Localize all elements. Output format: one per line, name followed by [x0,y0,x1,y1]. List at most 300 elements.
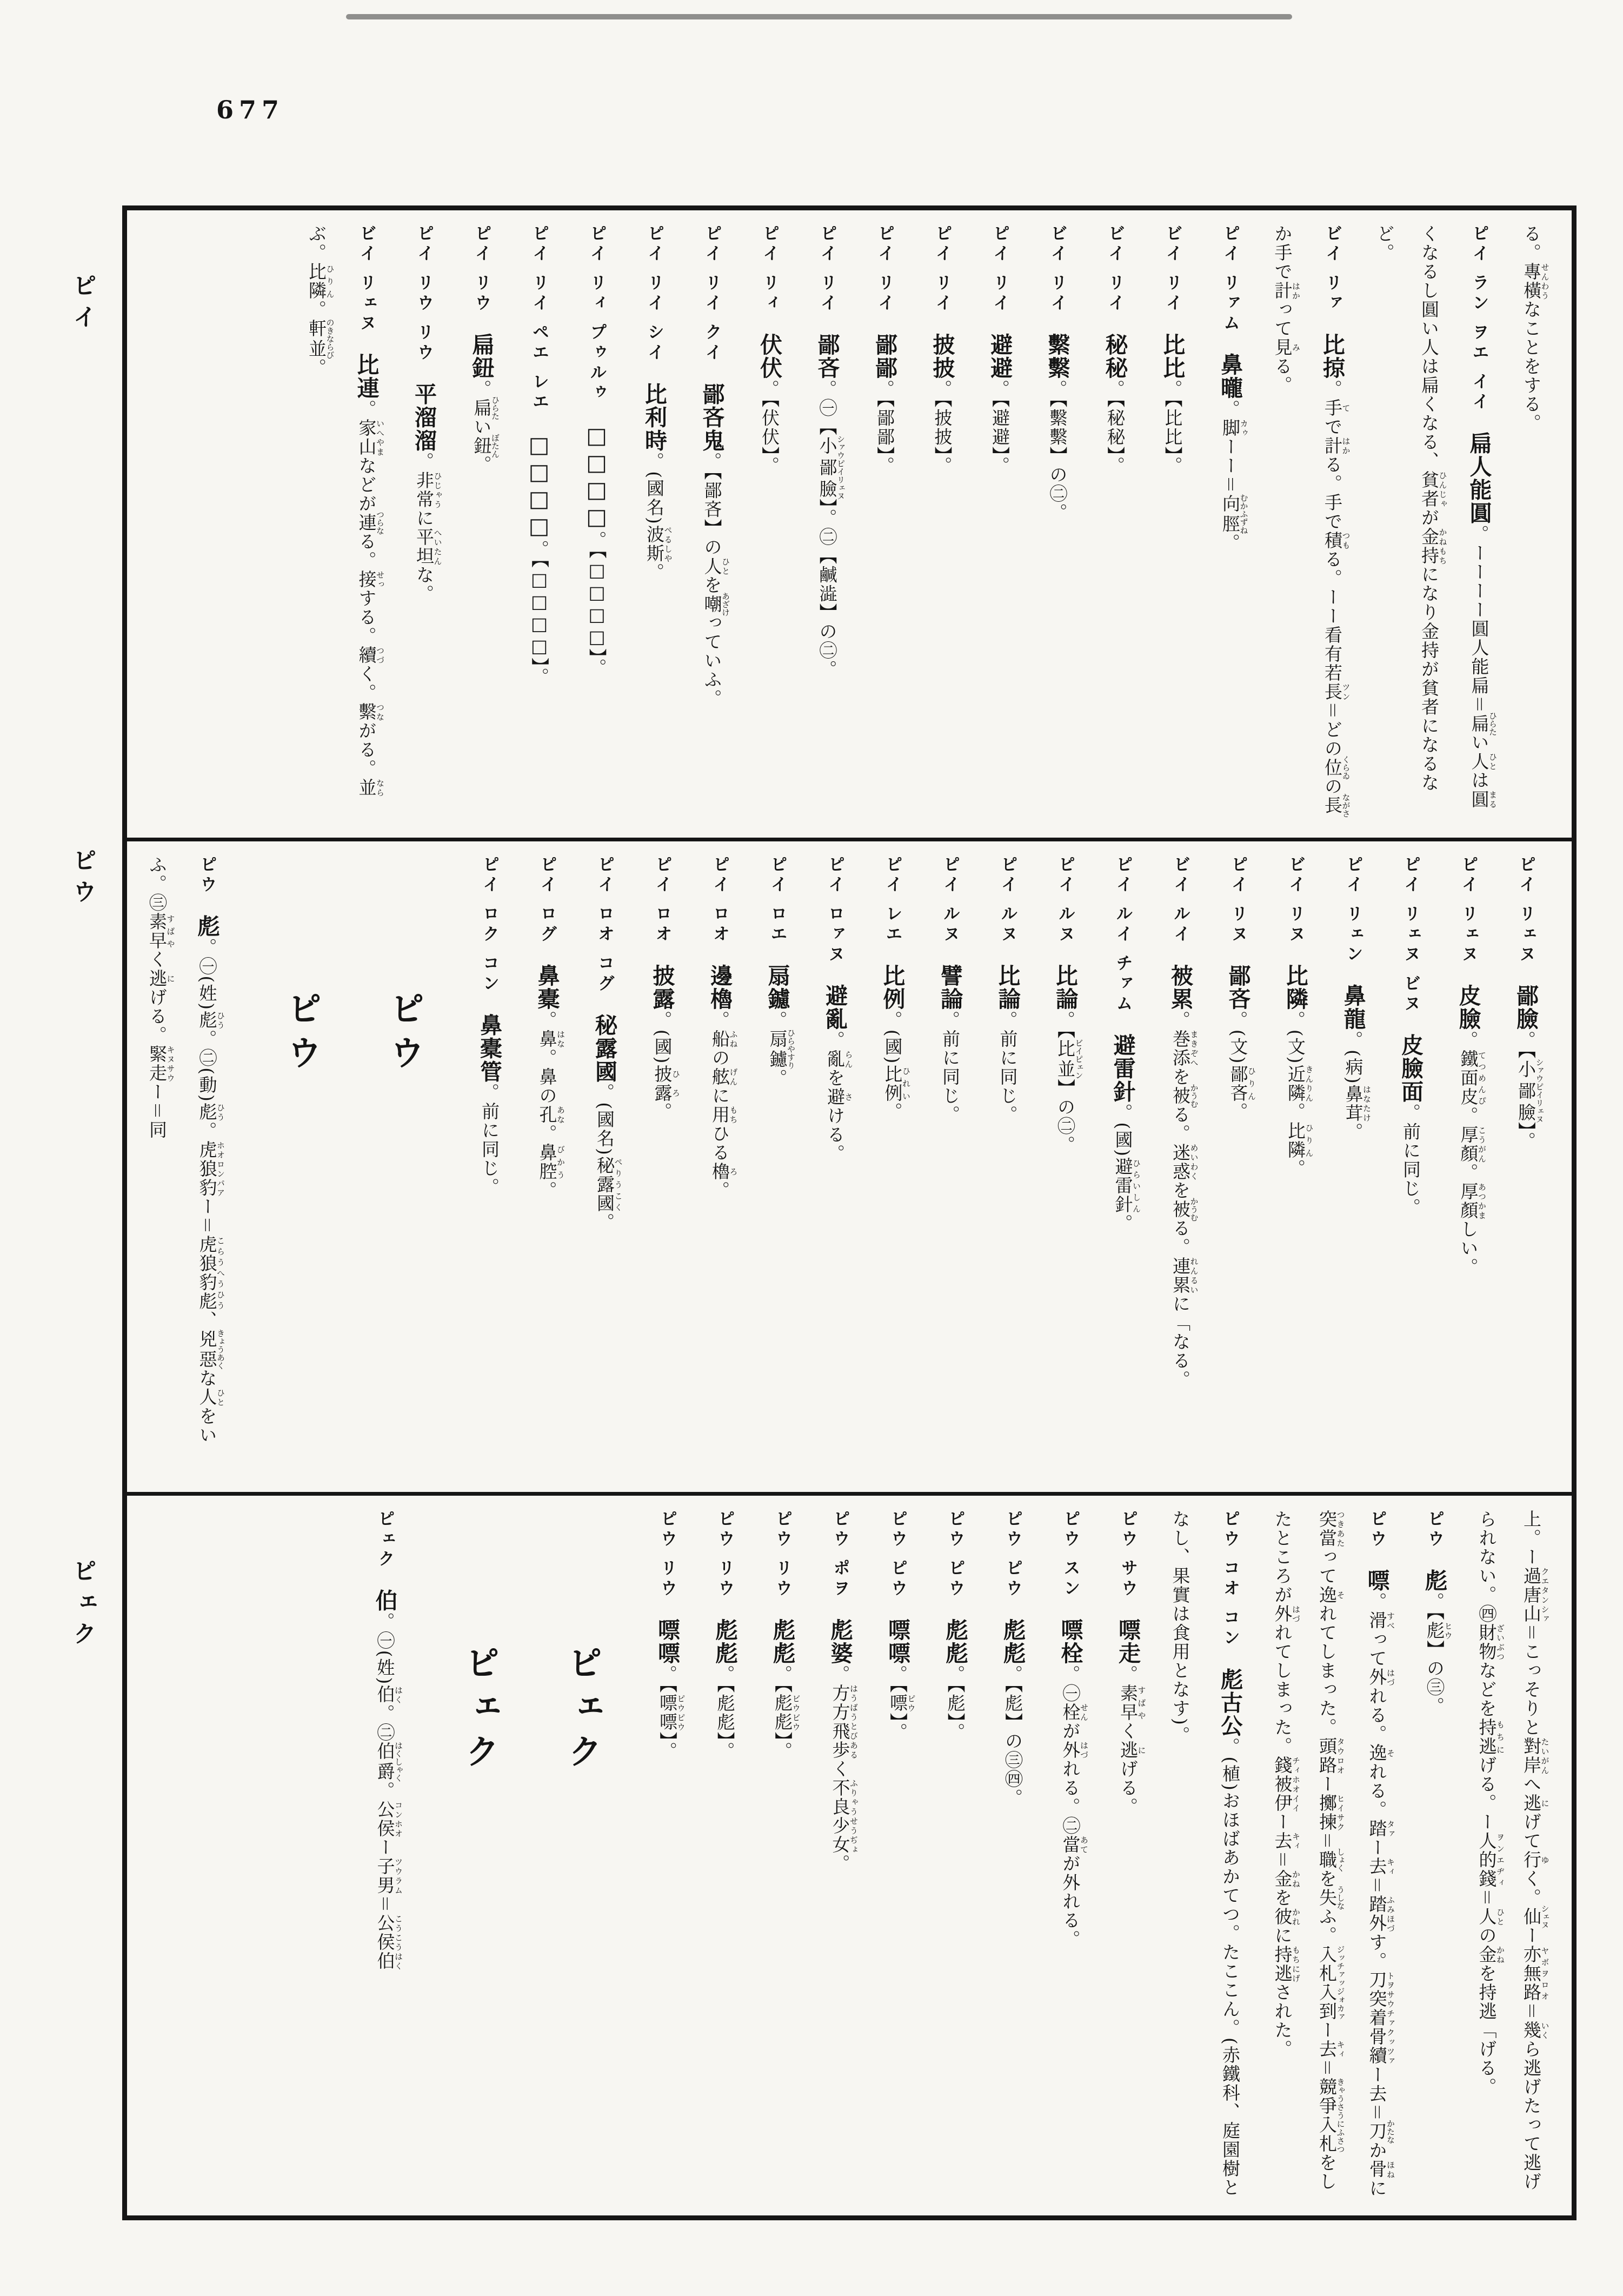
dict-entry [864,855,920,1478]
dict-entry [357,1510,413,2201]
entry-headword: 平溜溜 [411,382,437,453]
band-pieku [127,1492,1572,2215]
furigana-annotated-text: 素早すばや [147,912,176,950]
dict-entry [684,224,740,824]
dict-entry [1407,1510,1462,2201]
entry-reading: ピイ リィ プゥルゥ [587,224,607,404]
dict-entry [1100,1510,1156,2201]
entry-reading: ピェク [375,1510,395,1570]
dict-entry [697,1510,753,2201]
dict-entry [1383,855,1439,1478]
furigana-annotated-text: 波斯ぺるしや [644,525,673,563]
furigana-annotated-text: 人的錢ヲンエヂィ [1476,1832,1505,1888]
furigana-annotated-text: 比隣ひりん [1285,1121,1314,1159]
furigana-annotated-text: 被伊ホオイイ [1272,1775,1301,1813]
entry-definition: 。【避避】。 [989,379,1010,475]
furigana-annotated-text: 孔あな [536,1105,566,1124]
dict-entry [1440,855,1496,1478]
furigana-annotated-text: 踏タァ [1366,1819,1395,1839]
entry-definition: 。㊀(姓)彪ひう。㊁(動)彪ひう。虎狼豹ホオロンパアー＝虎狼豹彪こらうへうひう、兇惡きょうあくな人ひとをいふ。㊂素早すばやく逃にげる。緊走キヌサウー＝同 [147,855,225,1445]
furigana-annotated-text: 栓せん [1060,1702,1089,1722]
furigana-annotated-text: 彪ひう [196,1011,225,1030]
entry-headword: 邊櫓 [707,964,733,1011]
entry-headword: 比掠 [1319,333,1345,380]
entry-headword: 鄙吝 [1225,964,1251,1011]
entry-headword: 鼻橐管 [476,1013,502,1084]
dict-entry [634,855,690,1478]
dict-entry [294,224,394,824]
entry-reading: ピイ リイ [932,224,952,314]
section-header [258,855,448,1478]
dict-entry [577,855,633,1478]
entry-reading: ピイ ロァヌ [825,855,844,965]
entry-definition: 。亂らんを避さける。 [824,1031,854,1163]
furigana-annotated-text: 幾いく [1521,2021,1550,2040]
section-header-word: ピェク [459,1645,500,1778]
entry-reading: ピウ スン [1060,1510,1080,1600]
furigana-annotated-text: 金持かねもち [1419,527,1448,565]
entry-headword: 披露 [649,964,675,1011]
entry-headword: 扁鈕 [468,333,495,380]
entry-headword: 比利時 [641,382,667,453]
furigana-annotated-text: 並なら [356,778,385,797]
dict-entry [1042,1510,1098,2201]
entry-reading: ピウ ピウ [1003,1510,1022,1600]
entry-reading: ピイ リウ リウ [414,224,434,364]
entry-headword: 彪古公 [1217,1668,1243,1738]
furigana-annotated-text: 競爭入札きゃうさうにふさつ [1316,2078,1346,2153]
entry-reading: ピイ ルヌ [997,855,1017,945]
dict-entry [857,224,913,824]
furigana-annotated-text: 家いへ [356,419,385,437]
entry-reading: ピイ ルヌ [1055,855,1075,945]
entry-definition: 。(病)鼻茸はなたけ。 [1342,1031,1372,1142]
entry-definition: 。方方はうばう飛歩とびあるく不良少女ふりゃうせうぢょ。 [829,1664,859,1873]
furigana-annotated-text: 厚顏あつかま [1458,1182,1487,1220]
entry-headword: 彪 [194,914,220,938]
entry-headword: 比比 [1159,333,1186,380]
furigana-annotated-text: 突當つきあた [1316,1510,1346,1548]
entry-reading: ビイ リイ [1105,224,1125,314]
page-number: 677 [216,95,285,124]
furigana-annotated-text: 嘌ピウ [887,1694,916,1713]
entry-definition: 。【彪彪ビウビウ】。 [772,1664,801,1761]
dict-entry [511,224,567,824]
furigana-annotated-text: 虎狼豹彪こらうへうひう [196,1235,225,1311]
entry-headword: 秘秘 [1102,333,1128,380]
section-header [436,1510,626,2201]
dict-entry [1153,855,1208,1478]
entry-reading: ビイ リァ [1322,224,1342,314]
furigana-annotated-text: 非常ひじゃう [414,471,443,509]
furigana-annotated-text: 巻添まきぞへ [1170,1029,1199,1067]
entry-definition: 。【嘌ピウ】。 [887,1664,916,1742]
entry-reading: ピイ ロオ [652,855,672,945]
furigana-annotated-text: 鼻はな [536,1029,566,1049]
margin-tab-pieku: ピェク [69,1558,96,1653]
furigana-annotated-text: 滑すべ [1366,1611,1395,1630]
furigana-annotated-text: 比並ビイピェン [1055,1039,1084,1080]
dict-entry [1325,855,1381,1478]
entry-headword: 皮臉 [1455,984,1481,1031]
furigana-annotated-text: 扁ひらた [471,395,500,420]
furigana-annotated-text: 平坦へいたん [414,528,443,566]
furigana-annotated-text: 厚顏こうがん [1458,1125,1487,1163]
entry-definition: 。脚カゥーー＝向脛むかふずね。 [1220,400,1249,553]
band-pii [127,210,1572,838]
furigana-annotated-text: 金かね [1272,1869,1301,1888]
dict-entry [922,855,978,1478]
furigana-annotated-text: 脚カゥ [1220,419,1249,437]
dict-entry [1498,855,1554,1478]
entry-headword: 鼻曨 [1217,353,1243,400]
entry-definition: 。【鄙鄙】。 [874,379,895,475]
entry-headword: 披披 [929,333,955,380]
furigana-annotated-text: 方方はうばう [829,1683,859,1722]
entry-definition: 。滑すべって外はづれる。逸それる。踏タァー去キィ＝踏外ふみほづす。刀トヲ突着骨續サウチァクッツァー去＝刀かたなか骨ほねに突當つきあたって逸それてしまった。頭路タウロオー擲揀ヒイサク＝職しょくを失うしなふ。入札入到ジッチァッジォカァー去キィ＝競爭入札きゃうさうにふさつをしたところが外はづれてしまった。錢チィ被伊ホオイイー去キィ＝金かねを彼かれに持逃もちにげされた。 [1272,1510,1395,2198]
entry-headword: 譬論 [937,964,963,1011]
entry-definition: 。(國)比例ひれい。 [882,1010,911,1122]
furigana-annotated-text: 金かね [1476,1945,1505,1964]
entry-reading: ピウ ピウ [888,1510,907,1600]
furigana-annotated-text: 長ながさ [1322,793,1351,818]
entry-definition: 。前に同じ。 [997,1010,1019,1124]
dict-entry [1037,855,1093,1478]
furigana-annotated-text: 被かうむ [1170,1083,1199,1108]
entry-definition: 。巻添まきぞへを被かうむる。迷惑めいわくを被かうむる。連累れんるいに「なる。 [1170,1010,1199,1389]
furigana-annotated-text: 擲揀ヒイサク [1316,1794,1346,1832]
entry-definition: 。(文)近隣きんりん。比隣ひりん。 [1285,1010,1314,1178]
furigana-annotated-text: 逃に [1521,1794,1550,1813]
entry-definition: 。扁ひらたい鈕ぼたん。 [471,379,500,474]
dict-entry [927,1510,983,2201]
furigana-annotated-text: 職しょく [1316,1848,1346,1872]
entry-headword: 避避 [987,333,1013,380]
dict-entry [812,1510,868,2201]
entry-reading: ピイ リイ [817,224,837,314]
entry-definition: 。素早すばやく逃にげる。 [1118,1664,1147,1816]
entry-headword: □□□□ [526,432,552,540]
entry-headword: 比論 [994,964,1021,1011]
dict-entry [742,224,797,824]
content-frame [122,205,1577,2220]
furigana-annotated-text: 伯爵はくしゃく [374,1741,403,1782]
entry-definition: 。鐵面皮てつめんぴ。厚顏こうがん。厚顏あつかましい。 [1458,1031,1487,1277]
furigana-annotated-text: 位くらゐ [1322,755,1351,780]
furigana-annotated-text: 公侯伯こうこうはく [374,1913,403,1970]
entry-reading: ピイ ルイ チァム [1113,855,1133,1015]
entry-reading: ピイ ロエ [767,855,787,945]
entry-headword: 鼻龍 [1340,984,1366,1031]
entry-definition: 。(國)披露ひろ。 [651,1010,681,1122]
furigana-annotated-text: 子男ツウラム [374,1856,403,1895]
entry-continuation [1464,1510,1553,2201]
furigana-annotated-text: 繫つな [356,702,385,721]
dict-entry [914,224,970,824]
furigana-annotated-text: 小鄙臉シァウピイリェヌ [816,435,846,500]
furigana-annotated-text: 逸そ [1366,1743,1395,1763]
margin-tab-pii: ピイ [69,273,96,336]
entry-definition: 。【比比】。 [1162,379,1183,475]
entry-headword: 彪彪 [769,1618,795,1665]
furigana-annotated-text: 逃に [1118,1740,1147,1760]
entry-reading: ピイ リァム [1220,224,1240,334]
entry-headword: 伏伏 [756,333,782,380]
furigana-annotated-text: 緊走キヌサウ [147,1045,176,1083]
scan-artifact [346,14,1292,19]
entry-definition: 。(植)おほばあかてつ。たここん。(赤鐵科、庭園樹となし、果實は食用となす)。 [1169,1510,1241,2197]
entry-definition: 。鼻はな。鼻の孔あな。鼻腔びかう。 [536,1010,566,1200]
entry-definition: る。專橫せんわうなことをする。 [1521,224,1550,433]
entry-definition: 。【□□□□】。 [529,540,550,687]
dict-entry [1210,855,1266,1478]
furigana-annotated-text: 行ゆ [1521,1850,1550,1869]
entry-reading: ピイ リィ [760,224,779,314]
entry-headword: □□□□ [583,422,610,531]
furigana-annotated-text: 過唐山クエタンシァ [1521,1567,1550,1623]
entry-reading: ピイ リイ ペエ レエ [529,224,549,413]
furigana-annotated-text: 船ふね [709,1029,739,1049]
entry-reading: ビイ リイ [1162,224,1182,314]
furigana-annotated-text: 人ひと [701,556,730,576]
entry-definition: 。【彪】の㊂㊃。 [1002,1664,1023,1808]
furigana-annotated-text: 虎狼豹ホオロンパア [196,1140,225,1197]
entry-headword: 比例 [879,964,906,1011]
entry-headword: 伯 [371,1589,398,1612]
dict-entry [454,224,509,824]
furigana-annotated-text: 入札入到ジッチァッジォカァ [1316,1945,1346,2021]
furigana-annotated-text: 計はか [1322,436,1351,455]
entry-reading: ピウ [1367,1510,1387,1550]
dict-entry [1202,224,1258,824]
furigana-annotated-text: 逃に [147,969,176,988]
furigana-annotated-text: 仙シェヌ [1521,1905,1550,1929]
furigana-annotated-text: 失うしな [1316,1886,1346,1910]
furigana-annotated-text: 突着骨續サウチァクッツァ [1366,1989,1395,2066]
entry-headword: 比論 [1052,964,1078,1011]
entry-reading: ピイ ルヌ [940,855,960,945]
furigana-annotated-text: 山やま [356,437,385,456]
furigana-annotated-text: 刀かたな [1366,2119,1395,2144]
furigana-annotated-text: 接せっ [356,570,385,589]
furigana-annotated-text: 彪ひう [196,1102,225,1122]
furigana-annotated-text: 小鄙臉シァウピイリェヌ [1515,1058,1545,1123]
dict-entry [1260,1510,1405,2201]
dict-entry [692,855,748,1478]
entry-definition: 。ーーーー圓人能扁＝扁ひらたい人ひとは圓まるくなるし圓い人は扁くなる、貧者ひんじゃが金持かねもちになり金持が貧者になるなど。 [1374,224,1498,809]
entry-headword: 嘌栓 [1057,1618,1083,1665]
furigana-annotated-text: 嘌嘌ピウピウ [657,1694,686,1732]
dict-entry [972,224,1028,824]
entry-reading: ピイ ロオ [710,855,729,945]
entry-reading: ビイ リヌ [1286,855,1305,945]
furigana-annotated-text: 去キィ [1366,1857,1395,1876]
entry-reading: ピウ ポヲ [830,1510,850,1600]
furigana-annotated-text: 亦無路ヤボヲロオ [1521,1945,1550,2002]
entry-reading: ピイ リイ [875,224,894,314]
dict-entry [640,1510,695,2201]
entry-reading: ピイ リヌ [1228,855,1248,945]
entry-definition: 。(國名)波斯ぺるしや。 [644,452,673,582]
furigana-annotated-text: 連累れんるい [1170,1256,1199,1295]
dict-entry [1029,224,1085,824]
entry-definition: 。【繫繫】の㊁。 [1047,379,1068,522]
dict-entry [396,224,452,824]
furigana-annotated-text: 當あて [1060,1835,1089,1854]
furigana-annotated-text: 嘲あざけ [701,592,730,616]
furigana-annotated-text: 手て [1322,398,1351,417]
entry-definition: 。㊀栓せんが外はづれる。㊁當あてが外れる。 [1060,1664,1089,1949]
entry-headword: 扇鑢 [764,964,790,1011]
entry-definition: 。【彪彪】。 [714,1664,736,1761]
entry-reading: ピウ ピウ [945,1510,965,1600]
furigana-annotated-text: 積つも [1322,530,1351,550]
furigana-annotated-text: 用もち [709,1105,739,1124]
dict-entry [985,1510,1041,2201]
entry-definition: 。(國)避雷針ひらいしん。 [1112,1103,1141,1233]
dict-entry [1362,224,1507,824]
dict-entry [807,855,863,1478]
furigana-annotated-text: 持逃もちにげ [1272,1945,1301,1983]
entry-definition: 。手てで計はかる。手で積つもる。ーー看有若長ツン＝どの位くらゐの長ながさか手で計はかって見みる。 [1272,224,1351,818]
entry-headword: 嘌嘌 [884,1618,910,1665]
furigana-annotated-text: 不良少女ふりゃうせうぢょ [829,1778,859,1854]
section-header-word: ピウ [281,991,322,1079]
furigana-annotated-text: 鐵面皮てつめんぴ [1458,1050,1487,1106]
dict-entry [870,1510,926,2201]
furigana-annotated-text: 圓まる [1468,789,1498,809]
entry-reading: ピイ レエ [882,855,902,945]
furigana-annotated-text: 貧者ひんじゃ [1419,470,1448,508]
furigana-annotated-text: 秘露國ぺりうこく [594,1156,623,1213]
dict-entry [799,224,855,824]
dict-entry [519,855,575,1478]
entry-headword: 鼻橐 [534,964,560,1011]
entry-definition: 。【彪】。 [944,1664,966,1742]
entry-reading: ピイ リイ [990,224,1009,314]
entry-headword: 彪彪 [942,1618,968,1665]
furigana-annotated-text: 計はか [1272,281,1301,300]
entry-reading: ピイ ロオ コグ [595,855,614,995]
furigana-annotated-text: 亂らん [824,1050,854,1069]
furigana-annotated-text: 鼻腔びかう [536,1143,566,1181]
furigana-annotated-text: 連つらな [356,510,385,535]
dict-entry [1268,855,1323,1478]
furigana-annotated-text: 軒並のきならび [306,318,335,359]
entry-reading: ピイ リウ [471,224,491,314]
furigana-annotated-text: 頭路タウロオ [1316,1737,1346,1775]
entry-definition: 。非常ひじゃうに平坦へいたんな。 [414,452,443,604]
band-pii-entries [145,224,1553,824]
dict-entry [1095,855,1150,1478]
furigana-annotated-text: 兇惡きょうあく [196,1329,225,1370]
entry-headword: 避雷針 [1109,1033,1136,1104]
entry-headword: 鄙鄙 [872,333,897,380]
furigana-annotated-text: 舷げん [709,1067,739,1086]
entry-reading: ピイ ラン ヲエ イイ [1469,224,1489,413]
furigana-annotated-text: 公侯コンホオ [374,1800,403,1838]
furigana-annotated-text: 長ツン [1322,682,1351,701]
furigana-annotated-text: 被かうむ [1170,1197,1199,1222]
dict-entry [1145,224,1200,824]
entry-headword: 彪彪 [711,1618,738,1665]
entry-reading: ピウ サウ [1118,1510,1138,1600]
entry-headword: 比隣 [1282,964,1308,1011]
entry-definition: 。船ふねの舷げんに用もちひる櫓ろ。 [709,1010,739,1200]
entry-headword: 彪彪 [1000,1618,1026,1665]
entry-reading: ピウ リウ [657,1510,677,1600]
entry-reading: ピイ リェン [1343,855,1363,965]
furigana-annotated-text: 比例ひれい [882,1064,911,1103]
entry-definition: 。家いへ山やまなどが連つらなる。接せっする。續つづく。繫つながる。並ならぶ。比隣ひりん。軒並のきならび。 [306,224,385,797]
furigana-annotated-text: 財物ざいぶつ [1476,1623,1505,1661]
entry-definition: 。㊀(姓)伯はく。㊁伯爵はくしゃく。公侯コンホオー子男ツウラム＝公侯伯こうこうはく [374,1612,403,1970]
furigana-annotated-text: 刀トヲ [1366,1970,1395,1990]
furigana-annotated-text: 外はづ [1060,1740,1089,1760]
entry-reading: ビイ リイ [1047,224,1067,314]
furigana-annotated-text: 踏外ふみほづ [1366,1895,1395,1933]
section-header-word: ピウ [384,991,424,1079]
furigana-annotated-text: 人ひと [1468,752,1498,771]
entry-headword: 被累 [1167,964,1193,1011]
entry-definition: 。【伏伏】。 [759,379,780,475]
entry-reading: ピイ リェヌ [1516,855,1535,965]
dict-entry [1158,1510,1258,2201]
furigana-annotated-text: 比隣ひりん [306,262,335,300]
furigana-annotated-text: 彼かれ [1272,1907,1301,1926]
margin-tab-piu: ピウ [69,848,96,911]
entry-reading: ピイ リイ シイ [644,224,664,364]
furigana-annotated-text: 錢チィ [1272,1756,1301,1775]
entry-reading: ピウ コオ コン [1220,1510,1240,1649]
entry-reading: ピウ リウ [773,1510,792,1600]
dict-entry [462,855,517,1478]
furigana-annotated-text: 彪ヒウ [1424,1621,1453,1640]
band-piu [127,838,1572,1492]
furigana-annotated-text: 鄙吝ひりん [1227,1064,1256,1103]
furigana-annotated-text: 近隣きんりん [1285,1064,1314,1103]
entry-definition: 。【□□□□】。 [586,530,608,678]
entry-reading: ピイ リイ クイ [702,224,722,364]
entry-headword: 皮臉面 [1398,1033,1424,1104]
entry-headword: 嘌嘌 [654,1618,680,1665]
dict-entry [1260,224,1360,824]
entry-definition: 。【鄙吝】の人ひとを嘲あざけっていふ。 [701,452,730,708]
entry-headword: 鄙吝鬼 [699,382,725,453]
dict-entry [755,1510,810,2201]
entry-reading: ピイ ログ [537,855,557,945]
furigana-annotated-text: 專橫せんわう [1521,262,1550,300]
entry-definition: 。㊀【小鄙臉シァウピイリェヌ】。㊁【鹹澁】の㊁。 [816,379,846,679]
section-header-word: ピェク [562,1645,602,1778]
furigana-annotated-text: 持逃もちに [1476,1718,1505,1756]
furigana-annotated-text: 鼻茸はなたけ [1342,1084,1372,1123]
furigana-annotated-text: 披露ひろ [651,1064,681,1103]
furigana-annotated-text: 人ひと [1476,1907,1505,1926]
entry-headword: 比連 [353,353,380,400]
furigana-annotated-text: 骨ほね [1366,2160,1395,2179]
furigana-annotated-text: 飛歩とびある [829,1721,859,1760]
entry-headword: 彪婆 [827,1618,853,1665]
furigana-annotated-text: 對岸たいがん [1521,1737,1550,1775]
furigana-annotated-text: 扁ひらた [1468,711,1498,736]
entry-reading: ピウ [1425,1510,1444,1550]
furigana-annotated-text: 外はづ [1366,1668,1395,1687]
entry-reading: ビイ ルイ [1170,855,1190,945]
entry-definition: 。【秘秘】。 [1105,379,1126,475]
entry-definition: 。(文)鄙吝ひりん。 [1227,1010,1256,1122]
dict-entry [749,855,805,1478]
